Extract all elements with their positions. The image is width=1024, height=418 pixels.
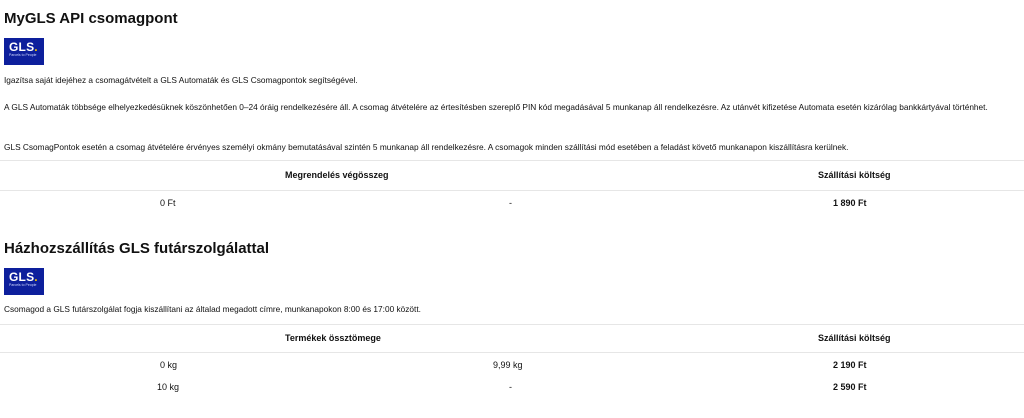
row-price: 2 190 Ft [833, 360, 867, 370]
futar-paragraph: Csomagod a GLS futárszolgálat fogja kiszállítani az általad megadott címre, munkanapokon 8:00 és 17:00 között. [4, 304, 421, 314]
csomagpont-paragraph: GLS CsomagPontok esetén a csomag átvételére érvényes személyi okmány bemutatásával szintén 5 munkanap áll rendelkezésre. A csomagok minden szállítási mód esetében a feladást követő munkanapon kiszállításra kerülnek. [4, 142, 849, 152]
gls-logo: GLS. Parcels to People [4, 268, 44, 295]
header-total-weight: Termékek össztömege [285, 333, 381, 343]
row-to: - [509, 382, 512, 392]
header-shipping-cost: Szállítási költség [818, 170, 891, 180]
section-title-csomagpont: MyGLS API csomagpont [4, 10, 178, 27]
header-order-total: Megrendelés végösszeg [285, 170, 389, 180]
row-to: - [509, 198, 512, 208]
table-header-rule [0, 190, 1024, 191]
row-from: 0 kg [160, 360, 178, 370]
table-top-rule [0, 324, 1024, 325]
gls-logo-tagline: Parcels to People [9, 53, 37, 57]
row-from: 0 Ft [160, 198, 176, 208]
table-header-rule [0, 352, 1024, 353]
gls-logo-brand: GLS [9, 40, 35, 54]
table-top-rule [0, 160, 1024, 161]
automata-paragraph: A GLS Automaták többsége elhelyezkedésüknek köszönhetően 0–24 óráig rendelkezésére áll. A csomag átvételére az értesítésben szereplő PIN kód megadásával 5 munkanap áll rendelkezésre. Az utánvét kifizetése Automata esetén kizárólag bankkártyával történhet. [4, 102, 988, 112]
gls-logo-brand: GLS [9, 270, 35, 284]
row-from: 10 kg [157, 382, 180, 392]
section-title-hazhozszallitas: Házhozszállítás GLS futárszolgálattal [4, 240, 270, 257]
row-price: 1 890 Ft [833, 198, 867, 208]
intro-paragraph: Igazítsa saját idejéhez a csomagátvételt a GLS Automaták és GLS Csomagpontok segítségével. [4, 75, 358, 85]
header-shipping-cost: Szállítási költség [818, 333, 891, 343]
gls-logo: GLS. Parcels to People [4, 38, 44, 65]
row-price: 2 590 Ft [833, 382, 867, 392]
gls-logo-tagline: Parcels to People [9, 283, 37, 287]
row-to: 9,99 kg [493, 360, 523, 370]
